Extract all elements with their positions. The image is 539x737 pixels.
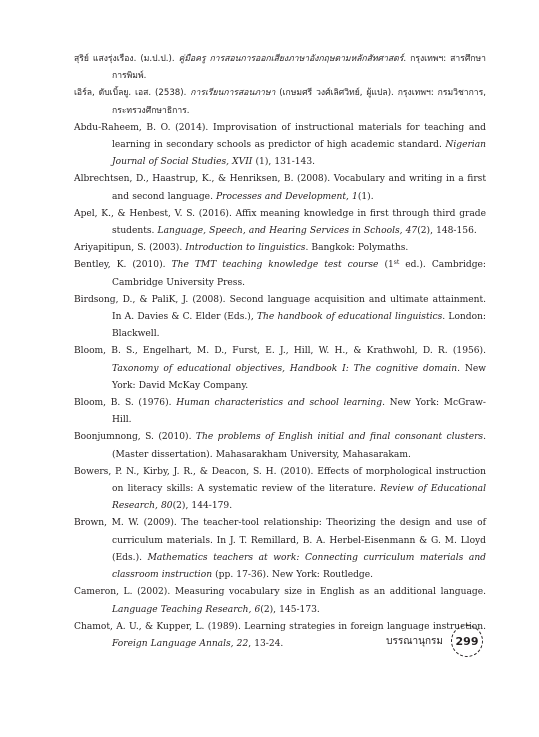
reference-title: Foreign Language Annals, 22 [112, 638, 249, 649]
reference-entry [74, 51, 486, 85]
reference-entry [74, 584, 486, 618]
reference-title: The problems of English initial and final consonant clusters [195, 432, 484, 443]
reference-entry [74, 85, 486, 119]
superscript: st [393, 259, 400, 267]
reference-title: Introduction to linguistics [185, 243, 306, 254]
reference-text: , 13-24. [248, 638, 284, 649]
reference-title: Language, Speech, and Hearing Services in Schools, 47 [157, 226, 418, 237]
reference-text: เอิร์ล, ดับเบิ้ลยู. เอส. (2538). [74, 88, 191, 99]
reference-entry [74, 464, 486, 516]
reference-text: Albrechtsen, D., Haastrup, K., & Henriksen, B. (2008). Vocabulary and writing in a first and second language. [74, 174, 486, 202]
reference-text: Boonjumnong, S. (2010). [74, 432, 196, 443]
reference-title: Mathematics teachers at work: Connecting curriculum materials and classroom instruction [112, 552, 486, 581]
reference-text: . New York: David McKay Company. [112, 363, 486, 391]
reference-entry [74, 429, 486, 463]
reference-title: Human characteristics and school learning [176, 398, 383, 409]
reference-entry [74, 515, 486, 584]
reference-title: Review of Educational Research, 80 [112, 484, 486, 512]
reference-text: (1). [357, 191, 374, 202]
reference-title: การเรียนการสอนภาษา [190, 88, 276, 99]
reference-text: Birdsong, D., & PaliK, J. (2008). Second language acquisition and ultimate attainment. In A. Davies & C. Elder (Eds.), [74, 294, 486, 323]
reference-text: . London: Blackwell. [112, 312, 486, 340]
reference-title: Nigerian Journal of Social Studies, XVII [112, 140, 486, 168]
reference-text: . กรุงเทพฯ: สารศึกษาการพิมพ์. [112, 54, 486, 82]
reference-title: Taxonomy of educational objectives, Handbook I: The cognitive domain [112, 363, 458, 374]
reference-title: The TMT teaching knowledge test course [171, 260, 379, 271]
section-label: บรรณานุกรม [386, 635, 443, 647]
reference-text: (1), 131-143. [252, 157, 316, 168]
reference-entry [74, 343, 486, 395]
reference-entry [74, 240, 486, 257]
reference-entry [74, 292, 486, 344]
reference-title: คู่มือครู การสอนการออกเสียงภาษาอังกฤษตามหลักสัทศาสตร์ [178, 54, 404, 64]
reference-text: สุริย์ แสงรุ่งเรือง. (ม.ป.ป.). [74, 54, 179, 64]
page-number-badge [451, 625, 483, 657]
page-footer [386, 624, 483, 658]
reference-entry [74, 206, 486, 240]
reference-text: Bloom, B. S., Engelhart, M. D., Furst, E. J., Hill, W. H., & Krathwohl, D. R. (1956). [74, 346, 486, 357]
reference-text: Bentley, K. (2010). [74, 260, 172, 271]
reference-text: (1 [378, 260, 394, 271]
reference-text: Brown, M. W. (2009). The teacher-tool relationship: Theorizing the design and use of curriculum materials. In J. T. Remillard, B. A. Herbel-Eisenmann & G. M. Lloyd (Eds.). [74, 518, 486, 563]
reference-text: (2), 145-173. [260, 604, 320, 615]
reference-title: Language Teaching Research, 6 [112, 604, 261, 615]
reference-text: Apel, K., & Henbest, V. S. (2016). Affix meaning knowledge in first through third grade students. [74, 208, 486, 237]
reference-list [74, 51, 486, 653]
reference-text: Abdu-Raheem, B. O. (2014). Improvisation of instructional materials for teaching and learning in secondary schools as predictor of high academic standard. [74, 122, 486, 151]
reference-text: . Bangkok: Polymaths. [305, 243, 409, 254]
reference-text: (2), 144-179. [172, 501, 233, 512]
reference-text: ed.). Cambridge: Cambridge University Press. [112, 260, 486, 288]
reference-entry [74, 395, 486, 429]
reference-entry [74, 257, 486, 291]
reference-text: . (Master dissertation). Mahasarakham University, Mahasarakam. [112, 432, 486, 460]
reference-text: Chamot, A. U., & Kupper, L. (1989). Learning strategies in foreign language instruction. [74, 621, 486, 632]
reference-text: (pp. 17-36). New York: Routledge. [212, 570, 374, 581]
reference-text: Bloom, B. S. (1976). [74, 398, 177, 409]
reference-entry [74, 120, 486, 172]
reference-text: Cameron, L. (2002). Measuring vocabulary size in English as an additional language. [74, 587, 486, 598]
reference-text: . New York: McGraw-Hill. [112, 398, 486, 426]
reference-text: Ariyapitipun, S. (2003). [74, 243, 186, 254]
reference-title: Processes and Development, 1 [216, 191, 358, 202]
reference-entry [74, 171, 486, 205]
reference-text: Bowers, P. N., Kirby, J. R., & Deacon, S. H. (2010). Effects of morphological instruction on literacy skills: A systematic review of the literature. [74, 466, 486, 495]
reference-title: The handbook of educational linguistics [256, 312, 443, 323]
reference-text: (2), 148-156. [417, 226, 477, 237]
reference-text: (เกษมศรี วงศ์เลิศวิทย์, ผู้แปล). กรุงเทพฯ: กรมวิชาการ, กระทรวงศึกษาธิการ. [112, 88, 486, 116]
page-number: 299 [455, 634, 479, 648]
